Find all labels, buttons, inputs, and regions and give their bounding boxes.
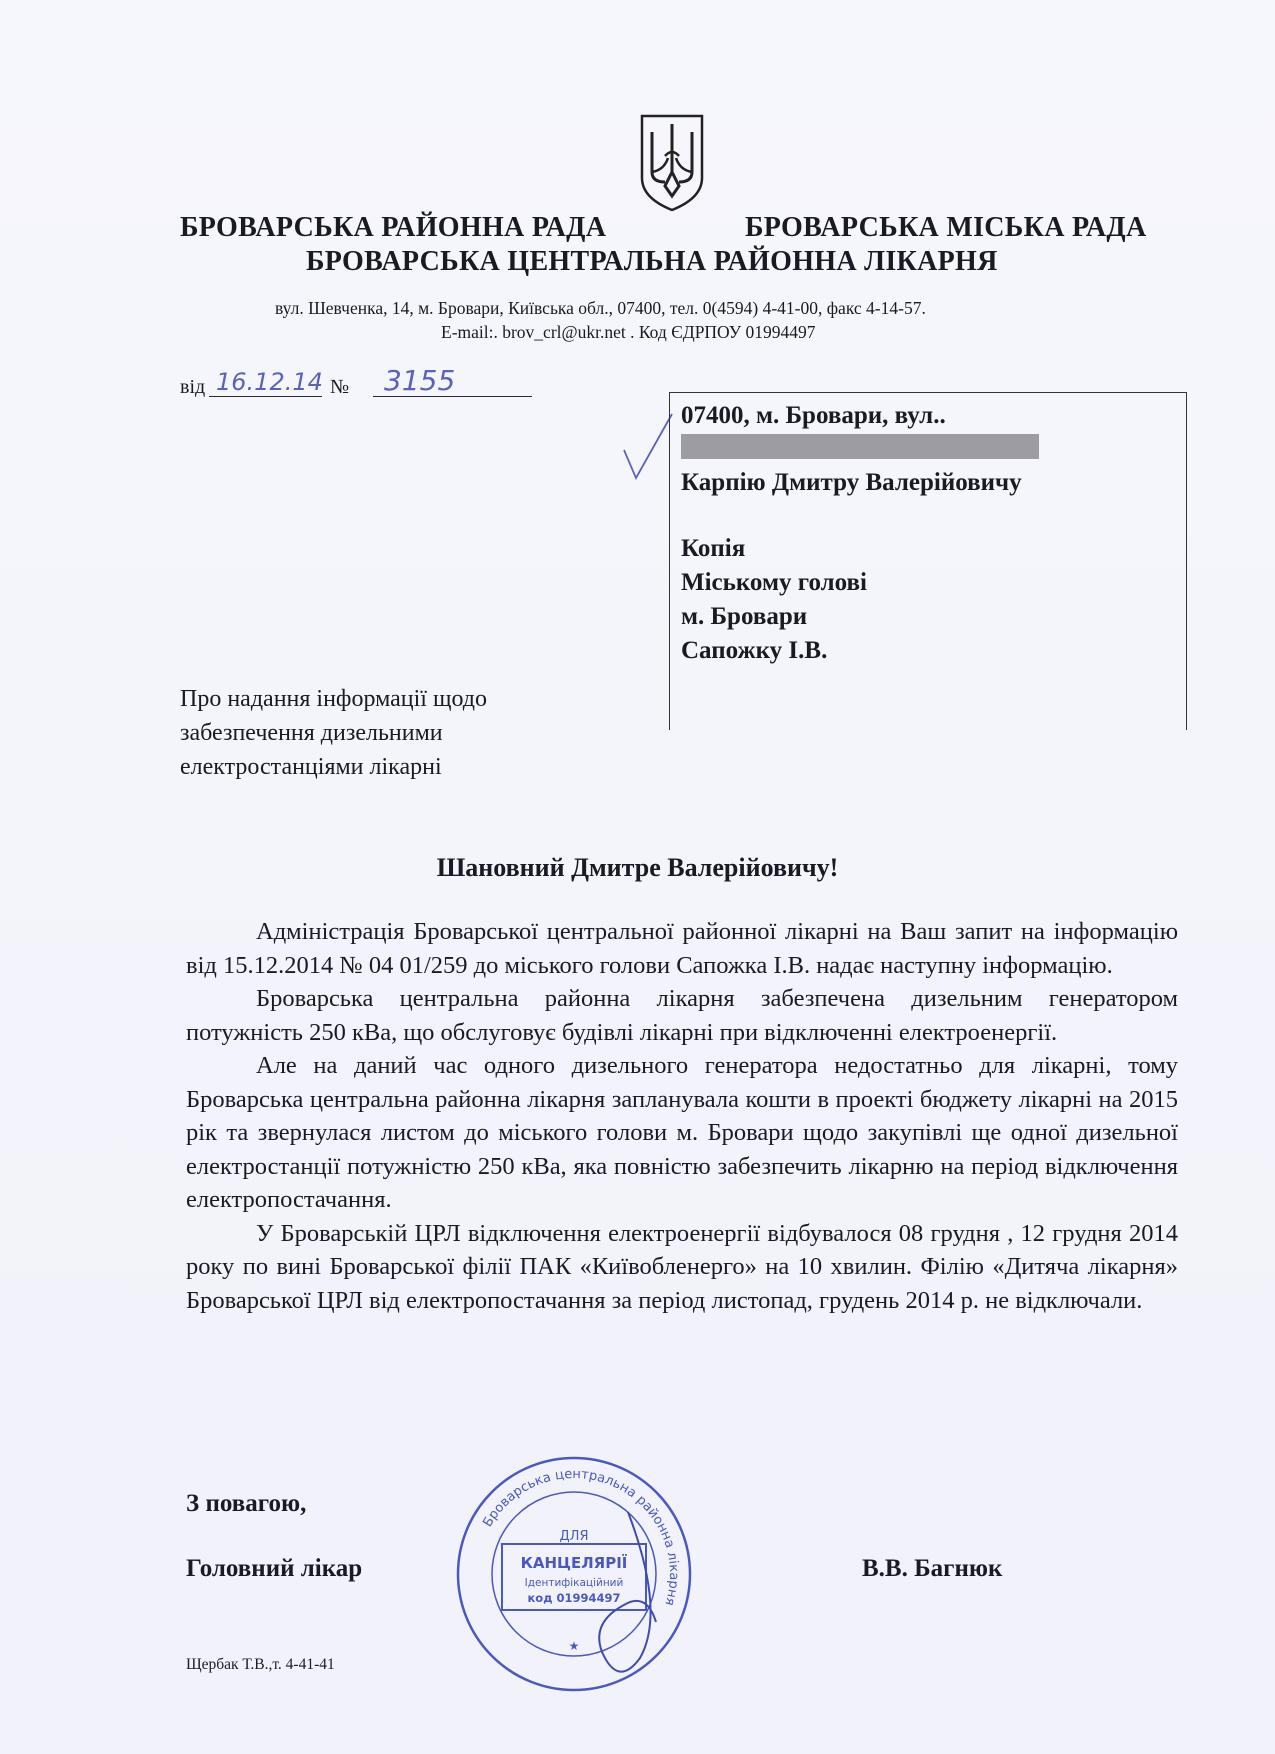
contact-line: E-mail:. brov_crl@ukr.net . Код ЄДРПОУ 01994497 <box>441 322 816 342</box>
svg-text:★: ★ <box>568 1639 580 1653</box>
stamp-center-top: ДЛЯ <box>559 1529 589 1544</box>
number-label: № <box>330 376 350 398</box>
letter-body <box>186 915 1178 1317</box>
subject-line: забезпечення дизельними <box>180 720 443 746</box>
institution-heading: БРОВАРСЬКА ЦЕНТРАЛЬНА РАЙОННА ЛІКАРНЯ <box>306 246 998 277</box>
body-paragraph: Але на даний час одного дизельного генератора недостатньо для лікарні, тому Броварська центральна районна лікарня запланувала кошти в проекті бюджету лікарні на 2015 рік та звернулася листом до міського голови м. Бровари щодо закупівлі ще одної дизельної електростанції потужністю 250 кВа, яка повністю забезпечить лікарню на період відключення електропостачання. <box>186 1052 1178 1213</box>
trident-emblem-icon <box>638 112 706 212</box>
signer-position: Головний лікар <box>186 1555 363 1582</box>
subject-line: Про надання інформації щодо <box>180 686 487 712</box>
signer-name: В.В. Багнюк <box>862 1555 1003 1582</box>
copy-recipient-line1: Міському голові <box>681 569 867 596</box>
handwritten-date: 16.12.14 <box>216 368 323 396</box>
from-label: від <box>180 376 206 398</box>
copy-label: Копія <box>681 535 746 562</box>
addressee-address: 07400, м. Бровари, вул.. <box>681 402 946 429</box>
city-council-heading: БРОВАРСЬКА МІСЬКА РАДА <box>745 212 1147 243</box>
official-stamp <box>452 1452 696 1696</box>
stamp-id-code: код 01994497 <box>527 1591 621 1605</box>
closing-regards: З повагою, <box>186 1490 307 1517</box>
body-paragraph: Адміністрація Броварської центральної районної лікарні на Ваш запит на інформацію від 15.12.2014 № 04 01/259 до міського голови Сапожка І.В. надає наступну інформацію. <box>186 918 1178 979</box>
subject-block <box>180 682 487 784</box>
executor-note: Щербак Т.В.,т. 4-41-41 <box>186 1656 335 1673</box>
stamp-center-main: КАНЦЕЛЯРІЇ <box>520 1554 628 1572</box>
body-paragraph: Броварська центральна районна лікарня забезпечена дизельним генератором потужність 250 кВа, що обслуговує будівлі лікарні при відключенні електроенергії. <box>186 985 1178 1046</box>
body-paragraph: У Броварській ЦРЛ відключення електроенергії відбувалося 08 грудня , 12 грудня 2014 року по вині Броварської філії ПАК «Київобленерго» на 10 хвилин. Філію «Дитяча лікарня» Броварської ЦРЛ від електропостачання за період листопад, грудень 2014 р. не відключали. <box>186 1219 1178 1314</box>
copy-recipient-line3: Сапожку І.В. <box>681 637 828 664</box>
district-council-heading: БРОВАРСЬКА РАЙОННА РАДА <box>180 212 607 243</box>
address-line: вул. Шевченка, 14, м. Бровари, Київська обл., 07400, тел. 0(4594) 4-41-00, факс 4-14-57. <box>275 298 926 318</box>
redacted-address <box>681 434 1039 459</box>
checkmark-icon <box>620 410 676 482</box>
stamp-outer-text: Броварська центральна районна лікарня <box>480 1466 682 1608</box>
addressee-name: Карпію Дмитру Валерійовичу <box>681 469 1022 496</box>
copy-recipient-line2: м. Бровари <box>681 603 808 630</box>
stamp-id-label: Ідентифікаційний <box>524 1577 624 1589</box>
subject-line: електростанціями лікарні <box>180 754 442 780</box>
handwritten-number: 3155 <box>384 364 456 397</box>
salutation: Шановний Дмитре Валерійовичу! <box>436 853 839 882</box>
